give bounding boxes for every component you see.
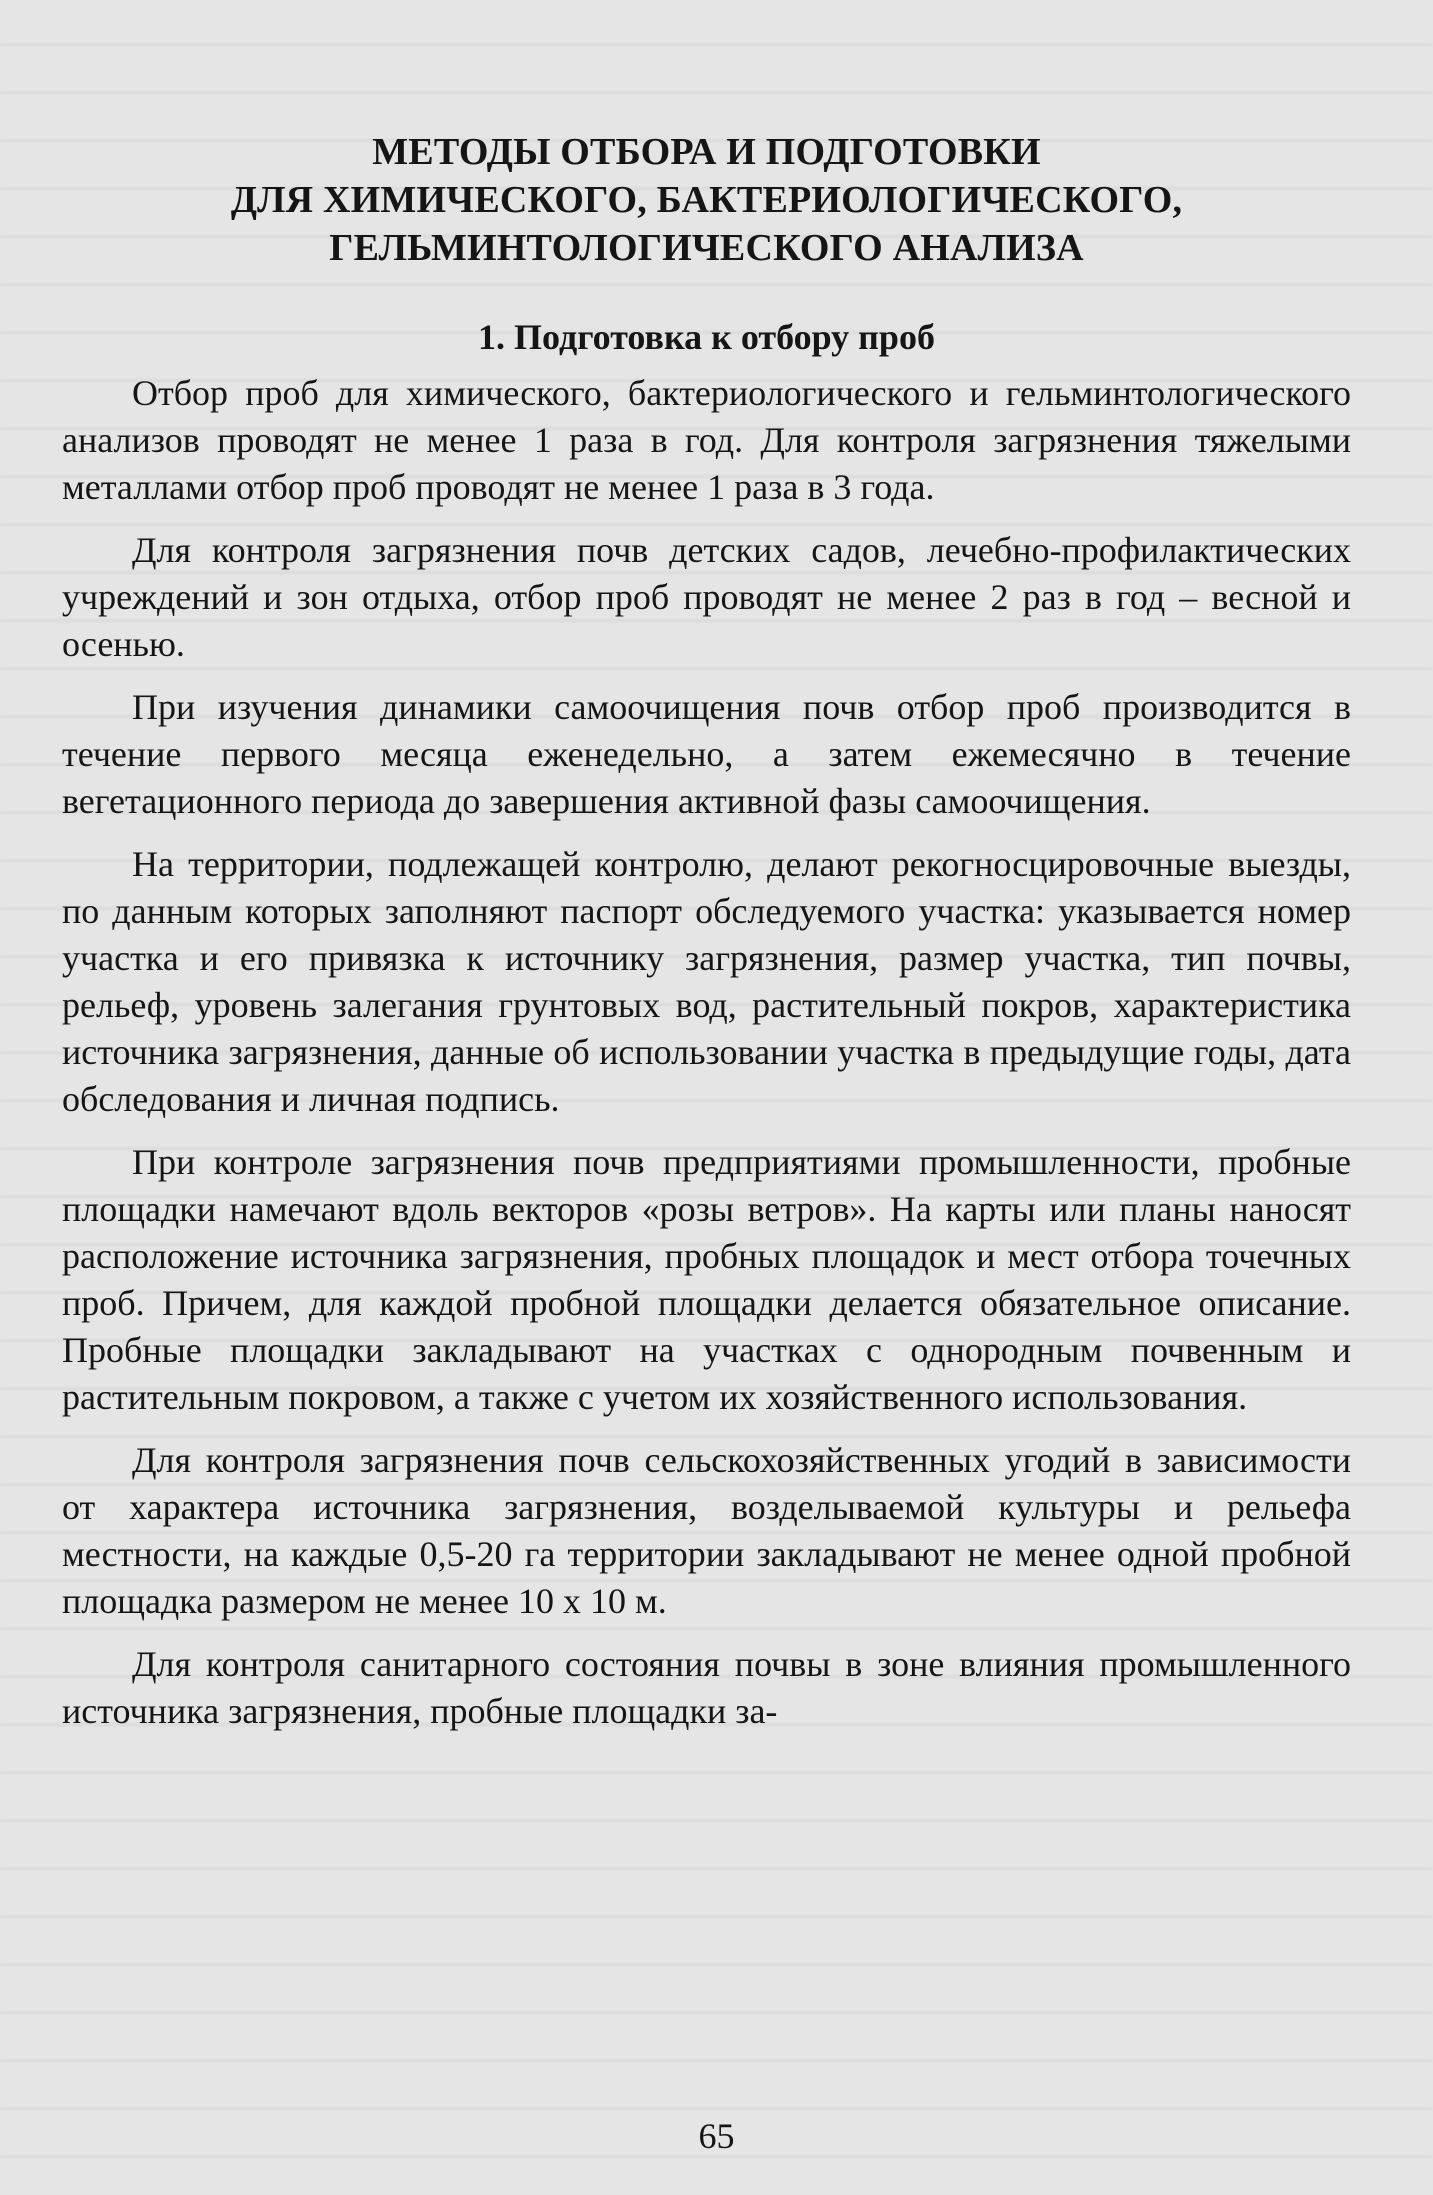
- body-paragraph: Для контроля санитарного состояния почвы в зоне влияния промышленного источника загрязнения, пробные площадки за-: [62, 1644, 1351, 1731]
- body-paragraph: Отбор проб для химического, бактериологического и гельминтологического анализов проводят не менее 1 раза в год. Для контроля загрязнения тяжелыми металлами отбор проб проводят не менее 1 раза в 3 года.: [62, 373, 1351, 507]
- body-paragraph: Для контроля загрязнения почв детских садов, лечебно-профилактических учреждений и зон отдыха, отбор проб проводят не менее 2 раз в год – весной и осенью.: [62, 530, 1351, 664]
- body-paragraph: Для контроля загрязнения почв сельскохозяйственных угодий в зависимости от характера источника загрязнения, возделываемой культуры и рельефа местности, на каждые 0,5-20 га территории закладывают не менее одной пробной площадка размером не менее 10 х 10 м.: [62, 1440, 1351, 1621]
- chapter-title-line: ГЕЛЬМИНТОЛОГИЧЕСКОГО АНАЛИЗА: [329, 227, 1084, 269]
- chapter-title-line: ДЛЯ ХИМИЧЕСКОГО, БАКТЕРИОЛОГИЧЕСКОГО,: [230, 179, 1183, 221]
- page-number: 65: [698, 2116, 735, 2156]
- body-paragraph: На территории, подлежащей контролю, делают рекогносцировочные выезды, по данным которых заполняют паспорт обследуемого участка: указывается номер участка и его привязка к источнику загрязнения, размер участка, тип почвы, рельеф, уровень залегания грунтовых вод, растительный покров, характеристика источника загрязнения, данные об использовании участка в предыдущие годы, дата обследования и личная подпись.: [62, 844, 1351, 1119]
- section-heading: 1. Подготовка к отбору проб: [478, 317, 935, 357]
- body-paragraph: При изучения динамики самоочищения почв отбор проб производится в течение первого месяца еженедельно, а затем ежемесячно в течение вегетационного периода до завершения активной фазы самоочищения.: [62, 687, 1351, 821]
- chapter-title-line: МЕТОДЫ ОТБОРА И ПОДГОТОВКИ: [372, 131, 1041, 173]
- page-content: [62, 128, 1351, 1751]
- chapter-title: [62, 128, 1351, 272]
- body-paragraph: При контроле загрязнения почв предприятиями промышленности, пробные площадки намечают вдоль векторов «розы ветров». На карты или планы наносят расположение источника загрязнения, пробных площадок и мест отбора точечных проб. Причем, для каждой пробной площадки делается обязательное описание. Пробные площадки закладывают на участках с однородным почвенным и растительным покровом, а также с учетом их хозяйственного использования.: [62, 1142, 1351, 1417]
